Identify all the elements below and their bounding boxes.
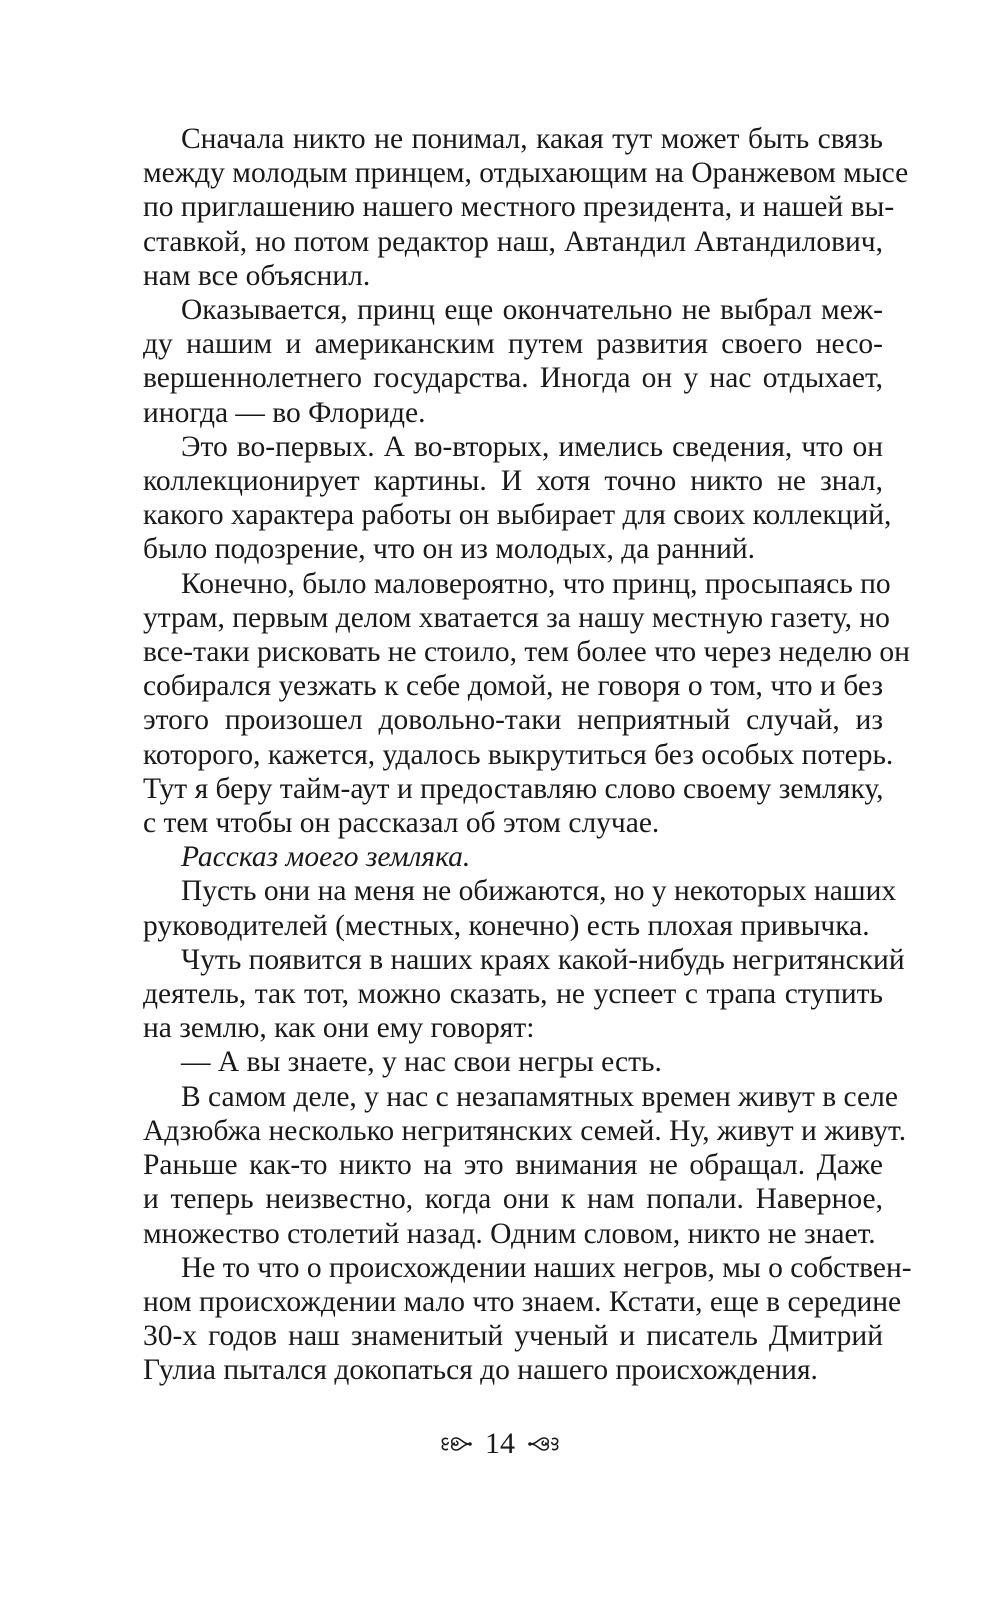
paragraph-6	[143, 874, 897, 942]
text-line: Раньше как-то никто на это внимания не обращал. Даже	[143, 1149, 883, 1182]
text-line: ду нашим и американским путем развития своего несо-	[143, 328, 883, 361]
text-line: Не то что о происхождении наших негров, мы о собствен-	[181, 1251, 912, 1284]
text-line: Пусть они на меня не обижаются, но у некоторых наших	[181, 875, 897, 908]
text-line: Адзюбжа несколько негритянских семей. Ну, живут и живут.	[143, 1114, 907, 1147]
text-line: которого, кажется, удалось выкрутиться без особых потерь.	[143, 738, 894, 771]
paragraph-9	[143, 1080, 907, 1251]
text-line: множество столетий назад. Одним словом, никто не знает.	[143, 1217, 876, 1250]
text-line: ставкой, но потом редактор наш, Автандил Автандилович,	[143, 225, 883, 258]
text-line: В самом деле, у нас с незапамятных времен живут в селе	[181, 1080, 898, 1113]
text-line: Это во-первых. А во-вторых, имелись сведения, что он	[181, 430, 883, 463]
left-ornament-icon	[439, 1433, 473, 1455]
page-footer	[0, 1427, 1000, 1461]
text-line: с тем чтобы он рассказал об этом случае.	[143, 807, 660, 840]
text-line: по приглашению нашего местного президента, и нашей вы-	[143, 191, 895, 224]
text-line: ном происхождении мало что знаем. Кстати, еще в середине	[143, 1285, 902, 1318]
text-line: вершеннолетнего государства. Иногда он у нас отдыхает,	[143, 362, 883, 395]
text-line: — А вы знаете, у нас свои негры есть.	[181, 1046, 662, 1079]
text-line: руководителей (местных, конечно) есть плохая привычка.	[143, 909, 870, 942]
paragraph-10	[143, 1251, 912, 1388]
text-line: Тут я беру тайм-аут и предоставляю слово своему земляку,	[143, 772, 884, 805]
text-line: какого характера работы он выбирает для своих коллекций,	[143, 499, 892, 532]
text-line: и теперь неизвестно, когда они к нам попали. Наверное,	[143, 1183, 883, 1216]
text-line: Рассказ моего земляка.	[181, 841, 471, 874]
paragraph-5-italic-heading	[143, 840, 883, 874]
paragraph-8-dialogue	[143, 1045, 883, 1079]
text-line: собирался уезжать к себе домой, не говоря о том, что и без	[143, 670, 883, 703]
text-line: 30-х годов наш знаменитый ученый и писатель Дмитрий	[143, 1320, 883, 1353]
right-ornament-icon	[527, 1433, 561, 1455]
text-line: утрам, первым делом хватается за нашу местную газету, но	[143, 601, 890, 634]
paragraph-1	[143, 122, 909, 293]
text-line: деятель, так тот, можно сказать, не успеет с трапа ступить	[143, 978, 883, 1011]
paragraph-7	[143, 943, 905, 1046]
text-line: Чуть появится в наших краях какой-нибудь негритянский	[181, 943, 905, 976]
paragraph-3	[143, 430, 892, 567]
page-number: 14	[485, 1427, 515, 1460]
text-line: было подозрение, что он из молодых, да ранний.	[143, 533, 756, 566]
text-line: все-таки рисковать не стоило, тем более что через неделю он	[143, 636, 910, 669]
paragraph-4	[143, 567, 910, 841]
text-line: этого произошел довольно-таки неприятный случай, из	[143, 704, 883, 737]
text-line: Конечно, было маловероятно, что принц, просыпаясь по	[181, 567, 891, 600]
text-line: нам все объяснил.	[143, 259, 371, 292]
page-body	[143, 122, 912, 1388]
paragraph-2	[143, 293, 883, 430]
text-line: иногда — во Флориде.	[143, 396, 426, 429]
text-line: между молодым принцем, отдыхающим на Оранжевом мысе	[143, 157, 909, 190]
text-line: Оказывается, принц еще окончательно не выбрал меж-	[181, 294, 883, 327]
text-line: Сначала никто не понимал, какая тут может быть связь	[181, 123, 883, 155]
text-line: Гулиа пытался докопаться до нашего происхождения.	[143, 1354, 818, 1387]
text-line: коллекционирует картины. И хотя точно никто не знал,	[143, 465, 883, 498]
text-line: на землю, как они ему говорят:	[143, 1012, 535, 1045]
